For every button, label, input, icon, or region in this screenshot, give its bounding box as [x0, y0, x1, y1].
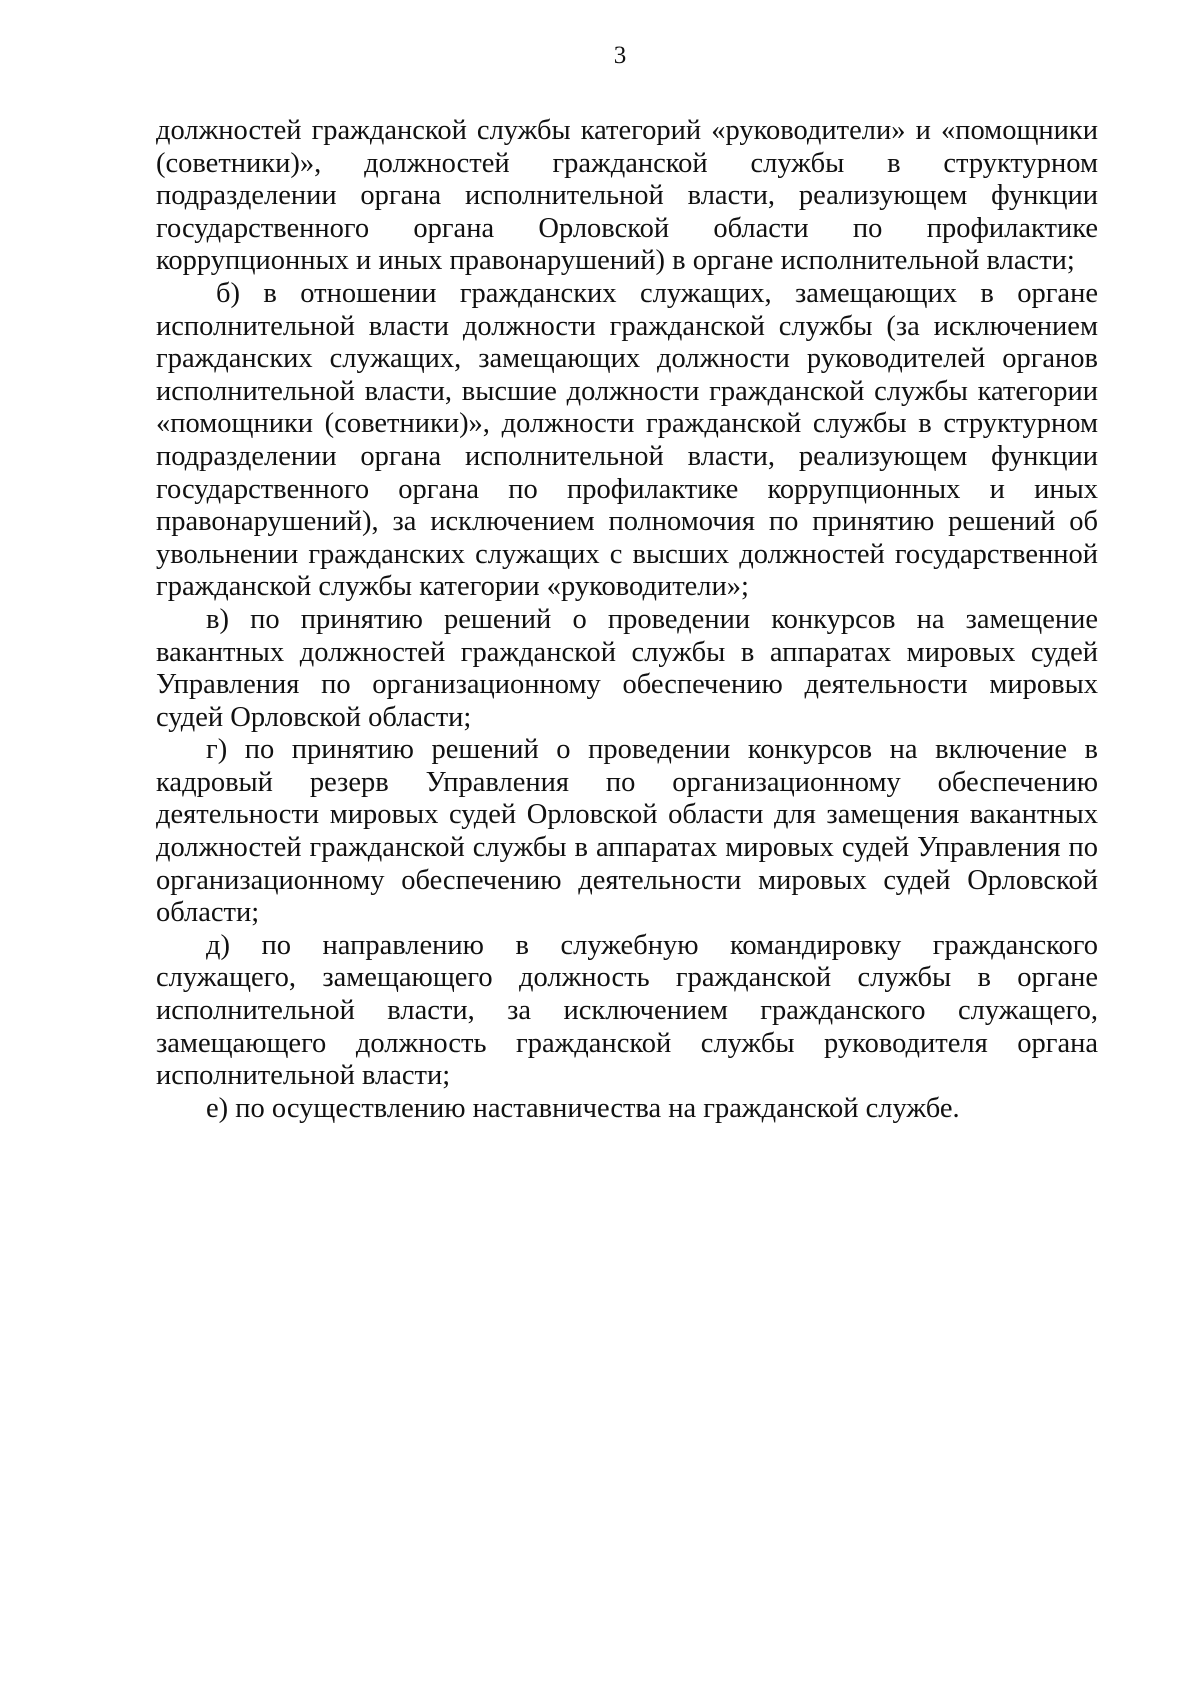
- document-body: [156, 115, 1098, 1125]
- paragraph-item-d: д) по направлению в служебную командировку гражданского служащего, замещающего должность гражданской службы в органе исполнительной власти, за исключением гражданского служащего, замещающего должность гражданской службы руководителя органа исполнительной власти;: [156, 929, 1098, 1092]
- paragraph-item-g: г) по принятию решений о проведении конкурсов на включение в кадровый резерв Управления по организационному обеспечению деятельности мировых судей Орловской области для замещения вакантных должностей гражданской службы в аппаратах мировых судей Управления по организационному обеспечению деятельности мировых судей Орловской области;: [156, 734, 1098, 929]
- paragraph-continuation: должностей гражданской службы категорий «руководители» и «помощники (советники)», должностей гражданской службы в структурном подразделении органа исполнительной власти, реализующем функции государственного органа Орловской области по профилактике коррупционных и иных правонарушений) в органе исполнительной власти;: [156, 115, 1098, 277]
- page-number: 3: [613, 42, 627, 69]
- paragraph-item-b: б) в отношении гражданских служащих, замещающих в органе исполнительной власти должности гражданской службы (за исключением гражданских служащих, замещающих должности руководителей органов исполнительной власти, высшие должности гражданской службы категории «помощники (советники)», должности гражданской службы в структурном подразделении органа исполнительной власти, реализующем функции государственного органа по профилактике коррупционных и иных правонарушений), за исключением полномочия по принятию решений об увольнении гражданских служащих с высших должностей государственной гражданской службы категории «руководители»;: [156, 277, 1098, 603]
- paragraph-item-v: в) по принятию решений о проведении конкурсов на замещение вакантных должностей гражданской службы в аппаратах мировых судей Управления по организационному обеспечению деятельности мировых судей Орловской области;: [156, 603, 1098, 733]
- paragraph-item-e: е) по осуществлению наставничества на гражданской службе.: [206, 1092, 960, 1124]
